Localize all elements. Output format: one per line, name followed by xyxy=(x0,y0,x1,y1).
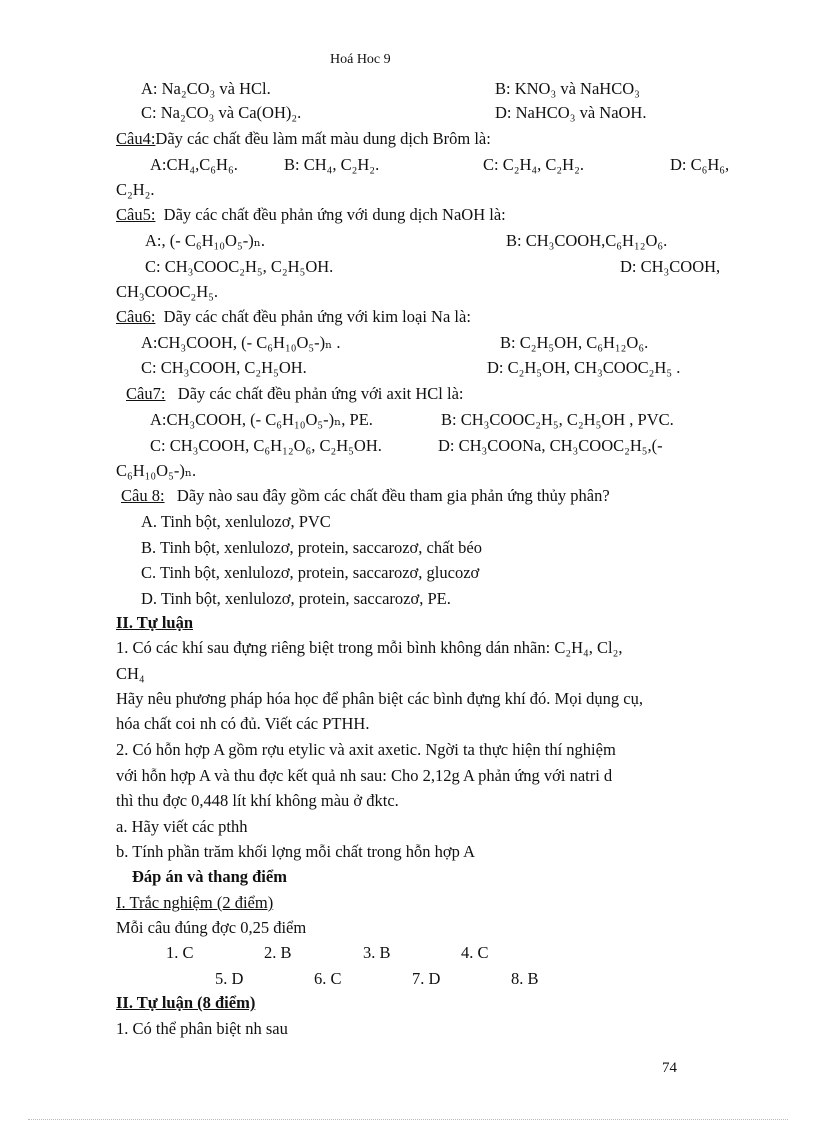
page-number: 74 xyxy=(662,1060,677,1076)
answer-part2-heading: II. Tự luận (8 điểm) xyxy=(116,993,256,1012)
q7-option-b: B: CH₃COOC₂H₅, C₂H₅OH , PVC. xyxy=(441,410,674,429)
q6-option-c: C: CH₃COOH, C₂H₅OH. xyxy=(141,358,307,377)
question-text: Dãy các chất đều phản ứng với dung dịch NaOH là: xyxy=(163,205,506,224)
answer-key-item: 3. B xyxy=(363,943,391,962)
question-label: Câu5: xyxy=(116,205,156,224)
question-text: Dãy nào sau đây gồm các chất đều tham gia phản ứng thủy phân? xyxy=(176,486,610,505)
q3-option-a: A: Na₂CO₃ và HCl. xyxy=(141,79,271,98)
question-6 xyxy=(116,307,471,327)
question-label: Câu7: xyxy=(126,384,166,403)
score-note: Mỗi câu đúng đợc 0,25 điểm xyxy=(116,918,307,937)
q8-option-d: D. Tinh bột, xenlulozơ, protein, saccarozơ, PE. xyxy=(141,589,451,608)
q4-option-c: C: C₂H₄, C₂H₂. xyxy=(483,155,584,174)
question-text: Dãy các chất đều phản ứng với kim loại Na là: xyxy=(163,307,471,326)
q5-option-d: D: CH₃COOH, xyxy=(620,257,721,276)
page-header: Hoá Hoc 9 xyxy=(330,52,391,67)
q6-option-a: A:CH₃COOH, (- C₆H₁₀O₅-)ₙ . xyxy=(141,333,341,352)
essay-line: với hỗn hợp A và thu đợc kết quả nh sau: Cho 2,12g A phản ứng với natri d xyxy=(116,766,613,785)
essay-line: CH₄ xyxy=(116,664,145,683)
question-7 xyxy=(126,384,464,404)
answer-key-item: 5. D xyxy=(215,969,244,988)
question-label: Câu 8: xyxy=(121,486,165,505)
q5-option-c: C: CH₃COOC₂H₅, C₂H₅OH. xyxy=(145,257,334,276)
q4-option-d-cont: C₂H₂. xyxy=(116,180,155,199)
q3-option-c: C: Na₂CO₃ và Ca(OH)₂. xyxy=(141,103,302,122)
q7-option-a: A:CH₃COOH, (- C₆H₁₀O₅-)ₙ, PE. xyxy=(150,410,373,429)
essay-line: hóa chất coi nh có đủ. Viết các PTHH. xyxy=(116,714,370,733)
essay-line: a. Hãy viết các pthh xyxy=(116,817,248,836)
answer-key-item: 2. B xyxy=(264,943,292,962)
footer-divider xyxy=(28,1119,788,1120)
q8-option-a: A. Tinh bột, xenlulozơ, PVC xyxy=(141,512,331,531)
question-5 xyxy=(116,205,506,225)
q5-option-a: A:, (- C₆H₁₀O₅-)ₙ. xyxy=(145,231,265,250)
q4-option-d: D: C₆H₆, xyxy=(670,155,730,174)
answer-key-item: 8. B xyxy=(511,969,539,988)
question-label: Câu4: xyxy=(116,129,156,148)
answer-key-item: 4. C xyxy=(461,943,489,962)
essay-line: b. Tính phần trăm khối lợng mỗi chất trong hỗn hợp A xyxy=(116,842,476,861)
q3-option-d: D: NaHCO₃ và NaOH. xyxy=(495,103,647,122)
question-8 xyxy=(121,486,610,506)
answer-key-item: 7. D xyxy=(412,969,441,988)
question-label: Câu6: xyxy=(116,307,156,326)
essay-line: 2. Có hỗn hợp A gồm rợu etylic và axit axetic. Ngời ta thực hiện thí nghiệm xyxy=(116,740,616,759)
q6-option-b: B: C₂H₅OH, C₆H₁₂O₆. xyxy=(500,333,649,352)
q7-option-d: D: CH₃COONa, CH₃COOC₂H₅,(- xyxy=(438,436,663,455)
answer-part1-heading: I. Trắc nghiệm (2 điểm) xyxy=(116,893,274,912)
question-text: Dãy các chất đều phản ứng với axit HCl là: xyxy=(177,384,464,403)
q8-option-b: B. Tinh bột, xenlulozơ, protein, saccarozơ, chất béo xyxy=(141,538,482,557)
essay-line: 1. Có các khí sau đựng riêng biệt trong mỗi bình không dán nhãn: C₂H₄, Cl₂, xyxy=(116,638,623,657)
answer-line: 1. Có thể phân biệt nh sau xyxy=(116,1019,288,1038)
q4-option-b: B: CH₄, C₂H₂. xyxy=(284,155,380,174)
q7-option-c: C: CH₃COOH, C₆H₁₂O₆, C₂H₅OH. xyxy=(150,436,382,455)
q5-option-b: B: CH₃COOH,C₆H₁₂O₆. xyxy=(506,231,668,250)
answer-key-item: 6. C xyxy=(314,969,342,988)
answer-title: Đáp án và thang điểm xyxy=(132,867,287,886)
section-heading-essay: II. Tự luận xyxy=(116,613,194,632)
q3-option-b: B: KNO₃ và NaHCO₃ xyxy=(495,79,640,98)
q4-option-a: A:CH₄,C₆H₆. xyxy=(150,155,238,174)
question-text: Dãy các chất đều làm mất màu dung dịch Brôm là: xyxy=(155,129,491,148)
q7-option-d-cont: C₆H₁₀O₅-)ₙ. xyxy=(116,461,197,480)
q5-option-d-cont: CH₃COOC₂H₅. xyxy=(116,282,219,301)
essay-line: Hãy nêu phương pháp hóa học để phân biệt các bình đựng khí đó. Mọi dụng cụ, xyxy=(116,689,644,708)
answer-key-item: 1. C xyxy=(166,943,194,962)
question-4 xyxy=(116,129,491,149)
essay-line: thì thu đợc 0,448 lít khí không màu ở đktc. xyxy=(116,791,399,810)
q6-option-d: D: C₂H₅OH, CH₃COOC₂H₅ . xyxy=(487,358,681,377)
q8-option-c: C. Tinh bột, xenlulozơ, protein, saccarozơ, glucozơ xyxy=(141,563,480,582)
